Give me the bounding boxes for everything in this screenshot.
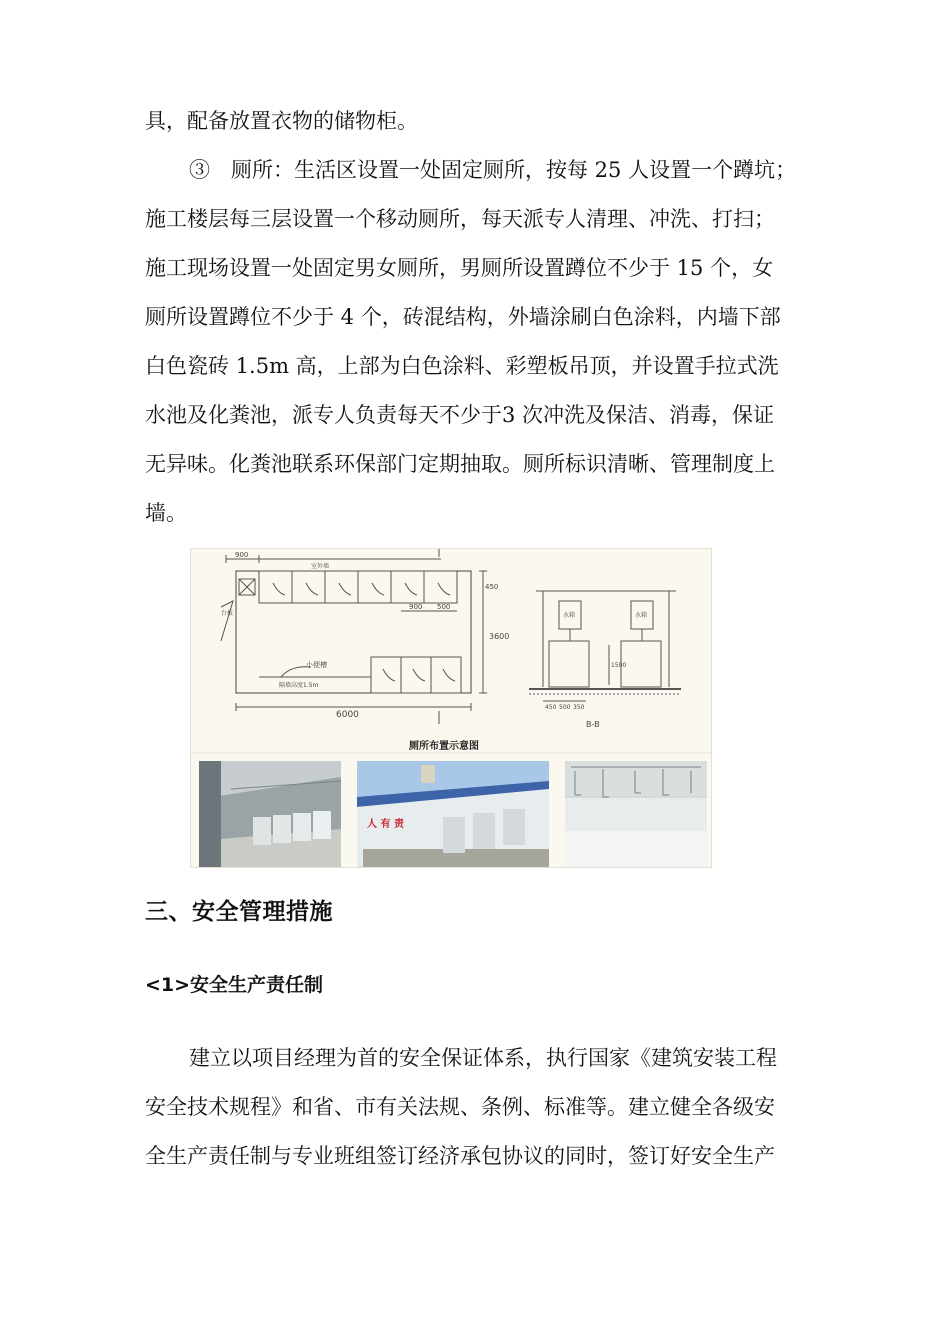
text-line: 具，配备放置衣物的储物柜。 [145, 109, 418, 133]
paragraph-toilet [145, 146, 817, 538]
text-line: 施工楼层每三层设置一个移动厕所，每天派专人清理、冲洗、打扫； [145, 207, 775, 231]
section-title: B-B [586, 720, 600, 729]
text-line: ③ 厕所：生活区设置一处固定厕所，按每 25 人设置一个蹲坑； [189, 158, 797, 182]
section-title: 三、安全管理措施 [145, 899, 333, 925]
text-line: 水池及化粪池，派专人负责每天不少于3 次冲洗及保洁、消毒，保证 [145, 403, 775, 427]
figure-caption: 厕所布置示意图 [409, 741, 479, 752]
toilet-plan-drawing [191, 549, 711, 867]
dim-width: 6000 [336, 710, 359, 720]
paragraph-safety [145, 1034, 817, 1181]
section-dim-1: 450 [545, 704, 557, 711]
note-top: 室外墙 [311, 563, 330, 570]
dim-c: 450 [485, 583, 499, 591]
dim-a: 900 [409, 603, 423, 611]
text-line: 建立以项目经理为首的安全保证体系，执行国家《建筑安装工程 [189, 1046, 777, 1070]
text-line: 施工现场设置一处固定男女厕所，男厕所设置蹲位不少于 15 个，女 [145, 256, 774, 280]
section-view [529, 591, 681, 701]
tank-left-label: 水箱 [563, 612, 576, 619]
text-line: 无异味。化粪池联系环保部门定期抽取。厕所标识清晰、管理制度上 [145, 452, 775, 476]
photo-interior-cubicles [199, 761, 341, 867]
paragraph-1 [145, 97, 817, 146]
urinal-label: 小便槽 [306, 661, 327, 669]
toilet-layout-figure [190, 548, 712, 868]
photo-sign-text: 人 有 责 [367, 819, 404, 830]
dim-b: 500 [437, 603, 451, 611]
sink-label: 台板 [221, 610, 234, 617]
section-dim-2: 500 [559, 704, 571, 711]
dim-top: 900 [235, 551, 249, 559]
dim-height: 3600 [489, 632, 510, 641]
photo-washroom-wall [565, 761, 707, 867]
section-height: 1500 [611, 662, 627, 669]
text-line: 白色瓷砖 1.5m 高，上部为白色涂料、彩塑板吊顶，并设置手拉式洗 [145, 354, 779, 378]
tank-right-label: 水箱 [635, 612, 648, 619]
photo-exterior-building [357, 761, 549, 867]
subsection-title: <1>安全生产责任制 [145, 974, 324, 996]
text-line: 全生产责任制与专业班组签订经济承包协议的同时，签订好安全生产 [145, 1144, 775, 1168]
note-bottom: 隔墙高度1.5m [279, 682, 319, 689]
text-line: 安全技术规程》和省、市有关法规、条例、标准等。建立健全各级安 [145, 1095, 775, 1119]
top-stalls [259, 571, 457, 603]
text-line: 墙。 [145, 501, 187, 525]
section-dim-3: 350 [573, 704, 585, 711]
text-line: 厕所设置蹲位不少于 4 个，砖混结构，外墙涂刷白色涂料，内墙下部 [145, 305, 781, 329]
